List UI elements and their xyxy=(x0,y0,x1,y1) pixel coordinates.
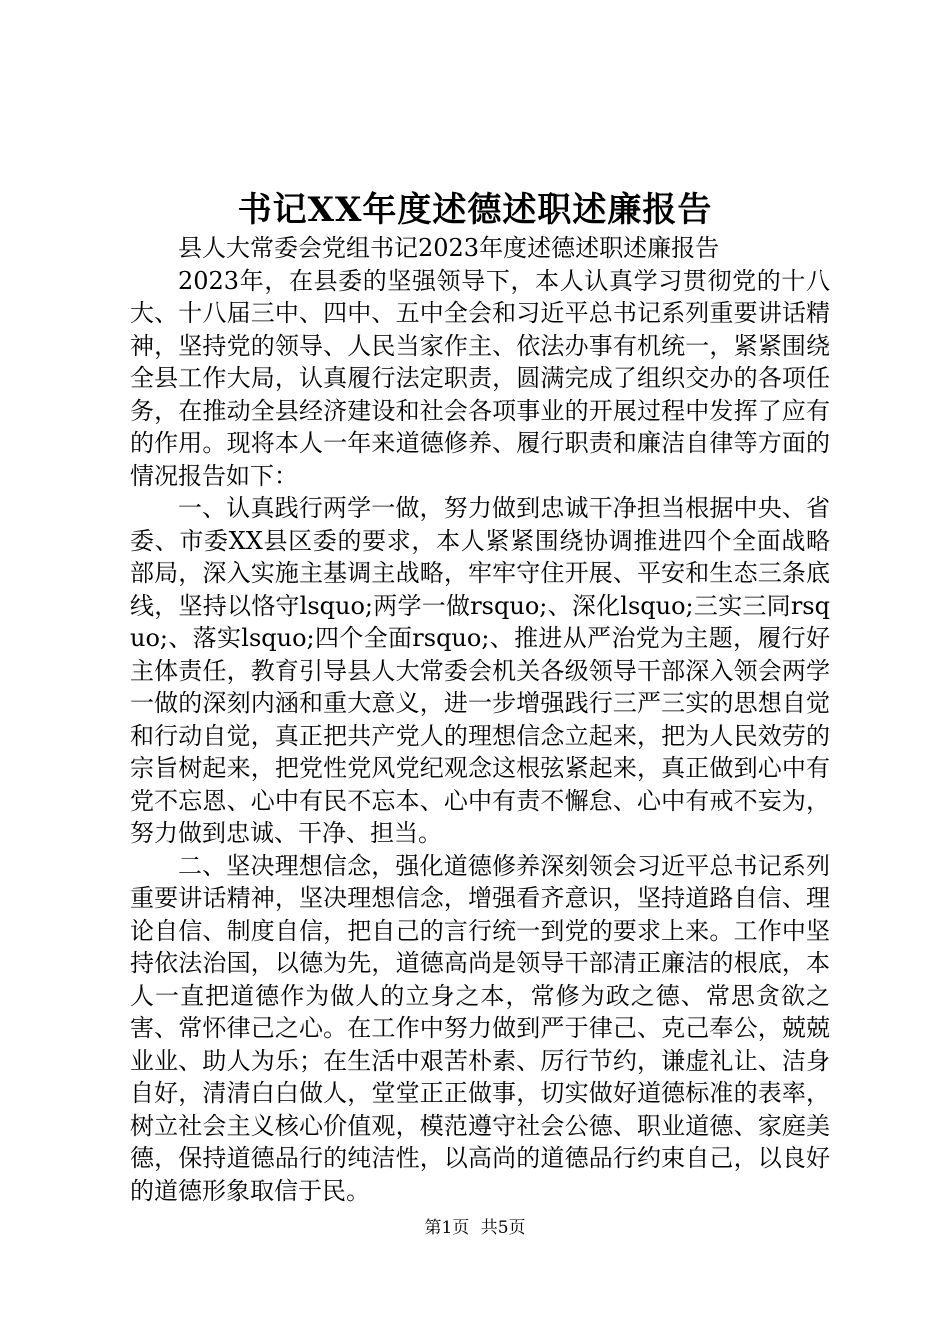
page-number-current: 第1页 xyxy=(424,1218,470,1238)
document-title: 书记XX年度述德述职述廉报告 xyxy=(237,190,713,230)
section-two-paragraph: 二、坚决理想信念，强化道德修养深刻领会习近平总书记系列重要讲话精神，坚决理想信念，增强看齐意识，坚持道路自信、理论自信、制度自信，把自己的言行统一到党的要求上来。工作中坚持依法治国，以德为先，道德高尚是领导干部清正廉洁的根底，本人一直把道德作为做人的立身之本，常修为政之德、常思贪欲之害、常怀律己之心。在工作中努力做到严于律己、克己奉公，兢兢业业、助人为乐；在生活中艰苦朴素、厉行节约，谦虚礼让、洁身自好，清清白白做人，堂堂正正做事，切实做好道德标准的表率，树立社会主义核心价值观，模范遵守社会公德、职业道德、家庭美德，保持道德品行的纯洁性，以高尚的道德品行约束自己，以良好的道德形象取信于民。 xyxy=(130,851,830,1205)
report-subtitle-paragraph: 县人大常委会党组书记2023年度述德述职述廉报告 xyxy=(178,234,720,262)
section-one-paragraph: 一、认真践行两学一做，努力做到忠诚干净担当根据中央、省委、市委XX县区委的要求，本人紧紧围绕协调推进四个全面战略部局，深入实施主基调主战略，牢牢守住开展、平安和生态三条底线，坚持以恪守lsquo;两学一做rsquo;、深化lsquo;三实三同rsquo;、落实lsquo;四个全面rsquo;、推进从严治党为主题，履行好主体责任，教育引导县人大常委会机关各级领导干部深入领会两学一做的深刻内涵和重大意义，进一步增强践行三严三实的思想自觉和行动自觉，真正把共产党人的理想信念立起来，把为人民效劳的宗旨树起来，把党性党风党纪观念这根弦紧起来，真正做到心中有党不忘恩、心中有民不忘本、心中有责不懈怠、心中有戒不妄为，努力做到忠诚、干净、担当。 xyxy=(130,494,830,847)
page-footer xyxy=(0,1216,950,1240)
page-number-total: 共5页 xyxy=(480,1218,526,1238)
document-body xyxy=(130,232,830,1207)
intro-paragraph: 2023年，在县委的坚强领导下，本人认真学习贯彻党的十八大、十八届三中、四中、五中全会和习近平总书记系列重要讲话精神，坚持党的领导、人民当家作主、依法办事有机统一，紧紧围绕全县工作大局，认真履行法定职责，圆满完成了组织交办的各项任务，在推动全县经济建设和社会各项事业的开展过程中发挥了应有的作用。现将本人一年来道德修养、履行职责和廉洁自律等方面的情况报告如下： xyxy=(130,266,830,490)
